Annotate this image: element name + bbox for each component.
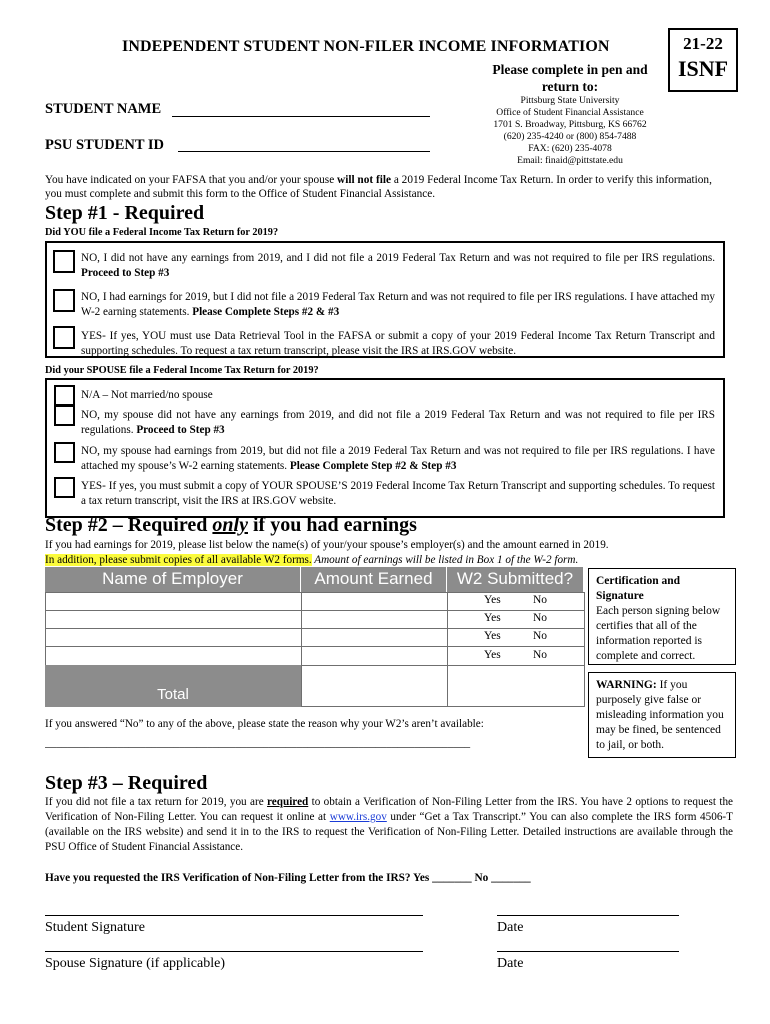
w2-submitted-cell (447, 610, 585, 629)
option-spouse-had-earnings: NO, my spouse had earnings from 2019, but did not file a 2019 Federal Tax Return and was not required to file per IRS regulations. I have attached my spouse’s W-2 earning statements. Please Complete Step #2 & Step #3 (81, 445, 715, 472)
w2-yes-option[interactable]: Yes (484, 594, 501, 606)
form-title: INDEPENDENT STUDENT NON-FILER INCOME INFORMATION (122, 38, 610, 55)
w2-no-option[interactable]: No (533, 594, 548, 606)
address-line: 1701 S. Broadway, Pittsburg, KS 66762 (493, 119, 647, 130)
w2-no-option[interactable]: No (533, 649, 548, 661)
warning-title: WARNING: (596, 679, 657, 691)
student-date-label: Date (497, 920, 524, 935)
return-line-1: Please complete in pen and (492, 62, 648, 77)
checkbox-spouse-no-earnings[interactable] (54, 405, 75, 426)
employer-name-cell[interactable] (45, 628, 302, 647)
w2-submitted-cell (447, 592, 585, 611)
step1-heading: Step #1 - Required (45, 202, 205, 224)
w2-submitted-cell (447, 646, 585, 666)
option-you-had-earnings: NO, I had earnings for 2019, but I did not file a 2019 Federal Tax Return and was not required to file per IRS regulations. I have attached my W-2 earning statements. Please Complete Steps #2 & #3 (81, 291, 715, 318)
office-address (460, 95, 680, 167)
step2-line2: In addition, please submit copies of all available W2 forms. Amount of earnings will be listed in Box 1 of the W-2 form. (45, 554, 579, 566)
certification-title: Certification and Signature (596, 575, 681, 602)
question-spouse-filed: Did your SPOUSE file a Federal Income Tax Return for 2019? (45, 365, 319, 376)
badge-code: ISNF (677, 56, 729, 81)
amount-earned-cell[interactable] (301, 646, 448, 666)
student-signature-line[interactable] (45, 915, 423, 916)
student-name-label: STUDENT NAME (45, 101, 162, 117)
total-label-cell (45, 665, 301, 707)
w2-yes-option[interactable]: Yes (484, 630, 501, 642)
option-spouse-filed: YES- If yes, you must submit a copy of YOUR SPOUSE’S 2019 Federal Income Tax Return Transcript and supporting schedules. To request a tax return transcript, visit the IRS at IRS.GOV website. (81, 480, 715, 507)
student-name-field[interactable] (172, 116, 430, 117)
step2-instructions (45, 538, 735, 568)
checkbox-spouse-filed[interactable] (54, 477, 75, 498)
student-id-label: PSU STUDENT ID (45, 137, 164, 153)
return-instructions (470, 61, 670, 95)
total-label: Total (157, 686, 189, 703)
amount-earned-cell[interactable] (301, 592, 448, 611)
step3-paragraph: If you did not file a tax return for 2019, you are required to obtain a Verification of Non-Filing Letter from the IRS. You have 2 options to request the Verification of Non-Filing Letter. You can request it online at www.irs.gov under “Get a Tax Transcript.” You can also complete the IRS form 4506-T (available on the IRS website) and send it in to the IRS to request the Verification of Non-Filing Letter. Detailed instructions are available through the PSU Office of Student Financial Assistance. (45, 796, 734, 853)
question-you-filed: Did YOU file a Federal Income Tax Return for 2019? (45, 227, 279, 238)
option-spouse-na: N/A – Not married/no spouse (81, 389, 213, 401)
address-line: FAX: (620) 235-4078 (528, 143, 612, 154)
option-you-filed: YES- If yes, YOU must use Data Retrieval Tool in the FAFSA or submit a copy of your 2019 Federal Income Tax Return Transcript and supporting schedules. To request a tax return transcript, please visit the IRS at IRS.GOV website. (81, 330, 715, 357)
checkbox-spouse-na[interactable] (54, 385, 75, 406)
student-signature-label: Student Signature (45, 920, 145, 935)
return-line-2: return to: (541, 79, 599, 94)
employer-name-cell[interactable] (45, 646, 302, 666)
checkbox-you-had-earnings[interactable] (53, 289, 75, 312)
intro-paragraph: You have indicated on your FAFSA that you and/or your spouse will not file a 2019 Federal Income Tax Return. In order to verify this information, you must complete and submit this form to the Office of Student Financial Assistance. (45, 174, 712, 200)
warning-box (588, 672, 736, 758)
checkbox-you-filed[interactable] (53, 326, 75, 349)
step2-line1: If you had earnings for 2019, please list below the name(s) of your/your spouse’s employer(s) and the amount earned in 2019. (45, 539, 609, 551)
student-date-line[interactable] (497, 915, 679, 916)
w2-submitted-cell (447, 628, 585, 647)
address-line: Email: finaid@pittstate.edu (517, 155, 623, 166)
checkbox-you-no-earnings[interactable] (53, 250, 75, 273)
w2-reason-prompt: If you answered “No” to any of the above, please state the reason why your W2’s aren’t available: (45, 718, 484, 730)
spouse-date-label: Date (497, 956, 524, 971)
student-id-field[interactable] (178, 151, 430, 152)
w2-no-option[interactable]: No (533, 612, 548, 624)
employer-name-cell[interactable] (45, 592, 302, 611)
spouse-date-line[interactable] (497, 951, 679, 952)
employer-name-cell[interactable] (45, 610, 302, 629)
certification-body: Each person signing below certifies that all of the information reported is complete and correct. (596, 605, 721, 662)
address-line: Pittsburg State University (520, 95, 620, 106)
w2-yes-option[interactable]: Yes (484, 612, 501, 624)
spouse-signature-label: Spouse Signature (if applicable) (45, 956, 226, 971)
certification-box (588, 568, 736, 665)
irs-website-link[interactable]: www.irs.gov (329, 811, 387, 823)
form-code-badge (668, 28, 738, 92)
option-spouse-no-earnings: NO, my spouse did not have any earnings from 2019, and did not file a 2019 Federal Tax Return and was not required to file per IRS regulations. Proceed to Step #3 (81, 409, 715, 436)
total-amount-cell[interactable] (301, 665, 448, 707)
w2-reason-field[interactable]: ____________________________________________________________________________ (45, 737, 471, 749)
you-options-box (45, 241, 725, 358)
irs-letter-question[interactable]: Have you requested the IRS Verification of Non-Filing Letter from the IRS? Yes _______ No _______ (45, 872, 531, 884)
w2-yes-option[interactable]: Yes (484, 649, 501, 661)
total-w2-cell (447, 665, 585, 707)
spouse-signature-line[interactable] (45, 951, 423, 952)
spouse-options-box (45, 378, 725, 518)
amount-earned-cell[interactable] (301, 628, 448, 647)
w2-no-option[interactable]: No (533, 630, 548, 642)
badge-year: 21-22 (683, 34, 723, 53)
checkbox-spouse-had-earnings[interactable] (54, 442, 75, 463)
amount-earned-cell[interactable] (301, 610, 448, 629)
option-you-no-earnings: NO, I did not have any earnings from 2019, and I did not file a 2019 Federal Tax Return and was not required to file per IRS regulations. Proceed to Step #3 (81, 252, 715, 279)
warning-body: If you purposely give false or misleading information you may be fined, be sentenced to jail, or both. (596, 679, 724, 751)
header-amount-earned: Amount Earned (301, 567, 446, 592)
address-line: Office of Student Financial Assistance (496, 107, 644, 118)
step2-heading: Step #2 – Required only if you had earnings (45, 514, 417, 536)
header-name-of-employer: Name of Employer (45, 567, 300, 592)
address-line: (620) 235-4240 or (800) 854-7488 (503, 131, 637, 142)
header-w2-submitted: W2 Submitted? (447, 567, 583, 592)
step3-heading: Step #3 – Required (45, 772, 208, 794)
